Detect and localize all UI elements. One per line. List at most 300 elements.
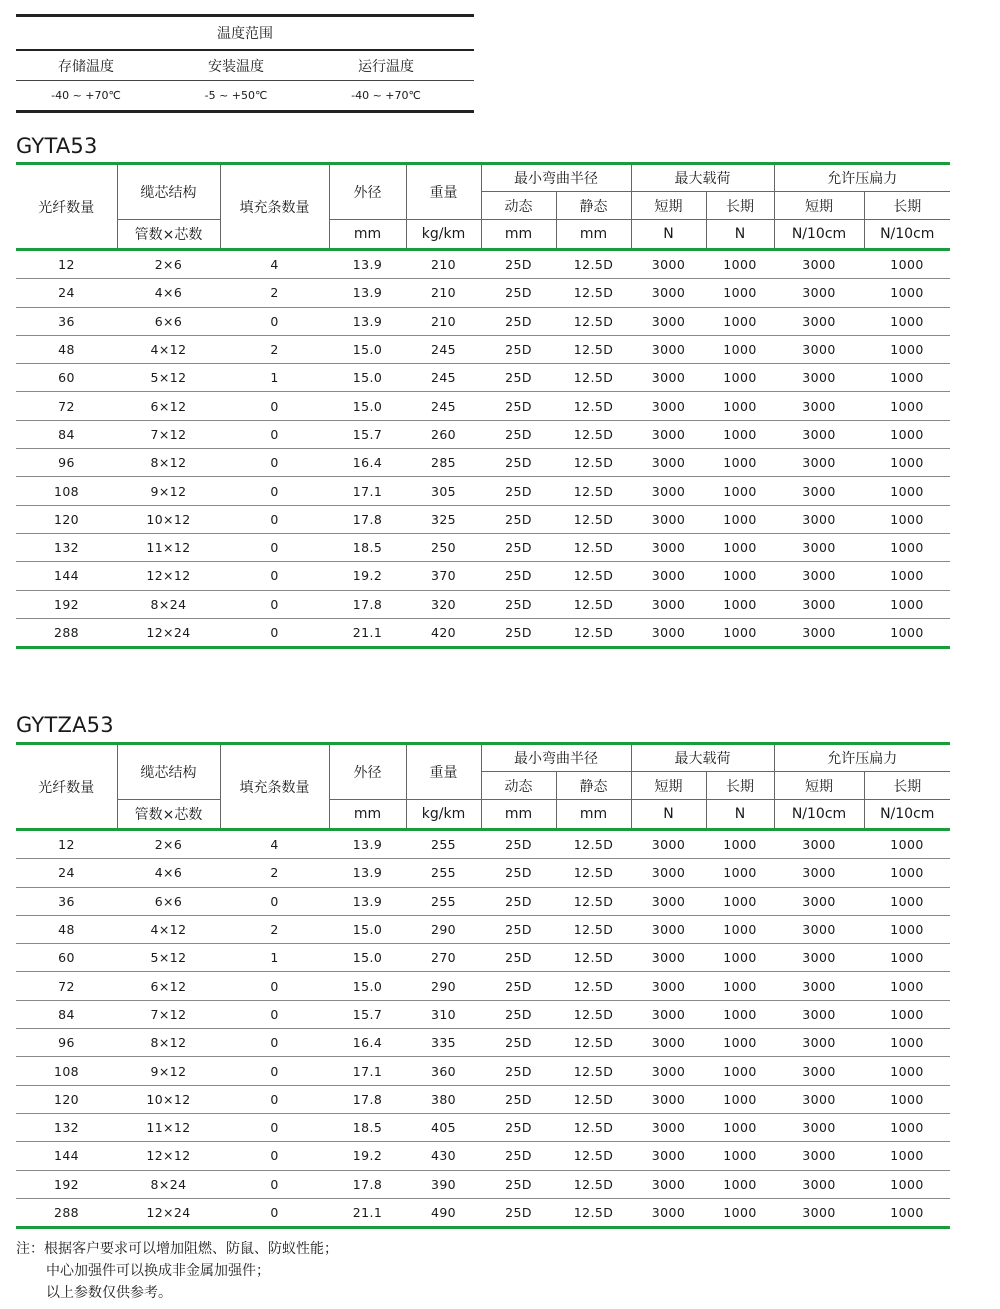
temperature-header-row (16, 49, 474, 80)
table-cell: 0 (220, 618, 329, 647)
table-cell: 1000 (706, 887, 774, 915)
table-cell: 3000 (631, 505, 706, 533)
table-cell: 12.5D (556, 307, 631, 335)
table-cell: 3000 (631, 972, 706, 1000)
table-cell: 36 (16, 887, 117, 915)
table-cell: 3000 (631, 1057, 706, 1085)
table-cell: 15.0 (329, 335, 406, 363)
table-cell: 25D (481, 830, 556, 859)
storage-temp-value: -40 ~ +70℃ (51, 89, 121, 102)
table-cell: 3000 (774, 449, 864, 477)
spec-table-gyta53 (16, 162, 950, 649)
table-cell: 1000 (706, 250, 774, 279)
table-cell: 0 (220, 972, 329, 1000)
table-cell: 360 (406, 1057, 481, 1085)
table-cell: 260 (406, 420, 481, 448)
table-cell: 2 (220, 915, 329, 943)
table-cell: 4×6 (117, 859, 220, 887)
table-cell: 0 (220, 1170, 329, 1198)
weight-header: 重量 (406, 164, 481, 220)
table-cell: 2 (220, 279, 329, 307)
table-cell: 108 (16, 1057, 117, 1085)
table-cell: 24 (16, 279, 117, 307)
operating-temp-header: 运行温度 (358, 58, 414, 75)
table-cell: 96 (16, 449, 117, 477)
table-cell: 12.5D (556, 477, 631, 505)
table-cell: 48 (16, 915, 117, 943)
table-cell: 1000 (706, 477, 774, 505)
table-cell: 3000 (774, 830, 864, 859)
table-cell: 255 (406, 830, 481, 859)
table-cell: 3000 (774, 944, 864, 972)
table-cell: 120 (16, 1085, 117, 1113)
dynamic-header: 动态 (481, 772, 556, 800)
table-cell: 12.5D (556, 533, 631, 561)
table-row (16, 830, 950, 859)
table-cell: 25D (481, 250, 556, 279)
table-cell: 3000 (631, 1142, 706, 1170)
table-cell: 25D (481, 1142, 556, 1170)
table-row (16, 533, 950, 561)
table-cell: 8×12 (117, 449, 220, 477)
table-cell: 4×12 (117, 335, 220, 363)
table-cell: 15.0 (329, 944, 406, 972)
table-row (16, 1000, 950, 1028)
table-cell: 60 (16, 944, 117, 972)
unit-mm: mm (556, 800, 631, 830)
table-cell: 250 (406, 533, 481, 561)
table-cell: 0 (220, 420, 329, 448)
table-cell: 8×24 (117, 1170, 220, 1198)
table-cell: 3000 (774, 250, 864, 279)
table-row (16, 590, 950, 618)
table-row (16, 859, 950, 887)
table-cell: 1000 (706, 1029, 774, 1057)
table-cell: 3000 (774, 477, 864, 505)
table-cell: 1000 (864, 1000, 950, 1028)
table-cell: 13.9 (329, 830, 406, 859)
model-title-gyta53: GYTA53 (16, 134, 98, 158)
table-cell: 1000 (864, 420, 950, 448)
table-cell: 18.5 (329, 1113, 406, 1141)
table-cell: 25D (481, 859, 556, 887)
table-cell: 1000 (706, 420, 774, 448)
table-cell: 1000 (864, 972, 950, 1000)
table-cell: 72 (16, 972, 117, 1000)
crush-header: 允许压扁力 (774, 744, 950, 772)
table-cell: 12.5D (556, 887, 631, 915)
table-cell: 15.0 (329, 364, 406, 392)
table-row (16, 449, 950, 477)
table-cell: 420 (406, 618, 481, 647)
table-cell: 3000 (631, 279, 706, 307)
table-cell: 255 (406, 887, 481, 915)
operating-temp-value: -40 ~ +70℃ (351, 89, 421, 102)
table-cell: 1000 (706, 533, 774, 561)
table-row (16, 1029, 950, 1057)
table-cell: 3000 (774, 1029, 864, 1057)
table-cell: 4 (220, 250, 329, 279)
table-cell: 1000 (706, 618, 774, 647)
table-cell: 1000 (706, 830, 774, 859)
table-cell: 4×6 (117, 279, 220, 307)
table-cell: 12.5D (556, 944, 631, 972)
table-cell: 4 (220, 830, 329, 859)
table-cell: 12.5D (556, 859, 631, 887)
table-cell: 15.0 (329, 915, 406, 943)
table-cell: 0 (220, 1198, 329, 1227)
table-cell: 305 (406, 477, 481, 505)
table-cell: 1000 (706, 392, 774, 420)
table-cell: 25D (481, 618, 556, 647)
unit-mm: mm (329, 220, 406, 250)
table-cell: 144 (16, 562, 117, 590)
bottom-rule (16, 110, 474, 113)
table-cell: 335 (406, 1029, 481, 1057)
table-row (16, 392, 950, 420)
table-cell: 13.9 (329, 887, 406, 915)
table-cell: 1000 (864, 1198, 950, 1227)
table-cell: 1000 (706, 449, 774, 477)
table-row (16, 944, 950, 972)
table-cell: 3000 (774, 307, 864, 335)
max-load-header: 最大载荷 (631, 164, 774, 192)
fiber-count-header: 光纤数量 (16, 744, 117, 830)
table-cell: 1000 (864, 307, 950, 335)
table-cell: 1000 (706, 1198, 774, 1227)
table-cell: 12.5D (556, 1057, 631, 1085)
table-cell: 1000 (706, 364, 774, 392)
table-cell: 5×12 (117, 944, 220, 972)
table-cell: 12.5D (556, 1029, 631, 1057)
table-cell: 12.5D (556, 1000, 631, 1028)
table-cell: 3000 (631, 420, 706, 448)
table-cell: 288 (16, 1198, 117, 1227)
table-cell: 3000 (774, 533, 864, 561)
table-cell: 1 (220, 364, 329, 392)
table-cell: 3000 (631, 449, 706, 477)
table-cell: 0 (220, 505, 329, 533)
table-cell: 17.1 (329, 1057, 406, 1085)
table-cell: 60 (16, 364, 117, 392)
table-cell: 390 (406, 1170, 481, 1198)
table-cell: 1000 (706, 307, 774, 335)
table-cell: 3000 (631, 1198, 706, 1227)
table-cell: 108 (16, 477, 117, 505)
table-row (16, 505, 950, 533)
table-cell: 0 (220, 590, 329, 618)
table-cell: 120 (16, 505, 117, 533)
dynamic-header: 动态 (481, 192, 556, 220)
table-cell: 1000 (864, 859, 950, 887)
table-cell: 17.8 (329, 1085, 406, 1113)
table-cell: 1000 (864, 1029, 950, 1057)
table-cell: 6×12 (117, 392, 220, 420)
core-structure-header: 缆芯结构 (117, 744, 220, 800)
table-cell: 12.5D (556, 1170, 631, 1198)
table-cell: 0 (220, 477, 329, 505)
table-cell: 3000 (631, 1113, 706, 1141)
table-row (16, 364, 950, 392)
table-cell: 1000 (706, 1170, 774, 1198)
table-cell: 0 (220, 1029, 329, 1057)
unit-mm: mm (329, 800, 406, 830)
table-cell: 0 (220, 1085, 329, 1113)
min-bend-radius-header: 最小弯曲半径 (481, 164, 631, 192)
table-cell: 12.5D (556, 1198, 631, 1227)
table-cell: 132 (16, 1113, 117, 1141)
table-cell: 12.5D (556, 972, 631, 1000)
table-cell: 15.0 (329, 392, 406, 420)
table-cell: 3000 (774, 618, 864, 647)
table-cell: 1000 (706, 1113, 774, 1141)
table-cell: 3000 (631, 618, 706, 647)
install-temp-header: 安装温度 (208, 58, 264, 75)
table-cell: 72 (16, 392, 117, 420)
table-cell: 16.4 (329, 449, 406, 477)
table-row (16, 1057, 950, 1085)
table-cell: 245 (406, 335, 481, 363)
table-row (16, 562, 950, 590)
table-cell: 1000 (706, 1000, 774, 1028)
table-cell: 3000 (631, 1170, 706, 1198)
table-cell: 25D (481, 1198, 556, 1227)
table-cell: 17.8 (329, 1170, 406, 1198)
table-cell: 255 (406, 859, 481, 887)
table-cell: 5×12 (117, 364, 220, 392)
table-cell: 2 (220, 335, 329, 363)
table-cell: 0 (220, 887, 329, 915)
table-body (16, 830, 950, 1228)
table-cell: 0 (220, 392, 329, 420)
table-cell: 3000 (631, 307, 706, 335)
table-cell: 25D (481, 477, 556, 505)
table-cell: 25D (481, 1057, 556, 1085)
table-cell: 1000 (706, 562, 774, 590)
note-line: 注：根据客户要求可以增加阻燃、防鼠、防蚁性能； (16, 1241, 338, 1257)
table-cell: 25D (481, 279, 556, 307)
table-cell: 2×6 (117, 250, 220, 279)
table-cell: 25D (481, 420, 556, 448)
table-cell: 3000 (774, 562, 864, 590)
table-cell: 6×6 (117, 887, 220, 915)
table-cell: 12×24 (117, 618, 220, 647)
outer-diameter-header: 外径 (329, 164, 406, 220)
table-cell: 25D (481, 887, 556, 915)
table-row (16, 250, 950, 279)
table-cell: 25D (481, 1029, 556, 1057)
table-cell: 96 (16, 1029, 117, 1057)
table-cell: 0 (220, 1000, 329, 1028)
static-header: 静态 (556, 772, 631, 800)
unit-n10cm: N/10cm (774, 220, 864, 250)
table-cell: 3000 (631, 1000, 706, 1028)
table-cell: 405 (406, 1113, 481, 1141)
table-cell: 3000 (774, 1057, 864, 1085)
table-cell: 12.5D (556, 562, 631, 590)
crush-header: 允许压扁力 (774, 164, 950, 192)
table-cell: 288 (16, 618, 117, 647)
table-cell: 1000 (864, 618, 950, 647)
table-cell: 12×24 (117, 1198, 220, 1227)
crush-short-header: 短期 (774, 772, 864, 800)
table-cell: 12.5D (556, 279, 631, 307)
crush-short-header: 短期 (774, 192, 864, 220)
table-cell: 10×12 (117, 505, 220, 533)
table-cell: 8×24 (117, 590, 220, 618)
table-cell: 270 (406, 944, 481, 972)
table-cell: 12.5D (556, 1142, 631, 1170)
table-row (16, 1113, 950, 1141)
table-cell: 84 (16, 1000, 117, 1028)
table-cell: 3000 (774, 1113, 864, 1141)
table-cell: 12 (16, 250, 117, 279)
table-row (16, 420, 950, 448)
table-cell: 12.5D (556, 505, 631, 533)
table-cell: 25D (481, 364, 556, 392)
table-cell: 144 (16, 1142, 117, 1170)
table-cell: 3000 (631, 944, 706, 972)
table-cell: 16.4 (329, 1029, 406, 1057)
load-short-header: 短期 (631, 772, 706, 800)
table-cell: 2 (220, 859, 329, 887)
table-cell: 1000 (864, 505, 950, 533)
table-cell: 245 (406, 364, 481, 392)
table-cell: 1000 (864, 915, 950, 943)
table-cell: 6×12 (117, 972, 220, 1000)
table-cell: 430 (406, 1142, 481, 1170)
table-cell: 3000 (631, 915, 706, 943)
table-cell: 3000 (774, 279, 864, 307)
table-cell: 11×12 (117, 1113, 220, 1141)
table-cell: 3000 (631, 859, 706, 887)
spec-table-gytza53 (16, 742, 950, 1229)
table-cell: 12.5D (556, 449, 631, 477)
unit-n10cm: N/10cm (864, 220, 950, 250)
table-cell: 4×12 (117, 915, 220, 943)
table-cell: 12.5D (556, 392, 631, 420)
note-line: 以上参数仅供参考。 (46, 1285, 172, 1301)
weight-header: 重量 (406, 744, 481, 800)
table-cell: 3000 (774, 392, 864, 420)
table-cell: 1000 (706, 590, 774, 618)
table-cell: 290 (406, 915, 481, 943)
table-cell: 3000 (774, 972, 864, 1000)
table-row (16, 1085, 950, 1113)
table-cell: 1000 (706, 944, 774, 972)
table-cell: 6×6 (117, 307, 220, 335)
table-cell: 25D (481, 1085, 556, 1113)
table-cell: 12.5D (556, 1085, 631, 1113)
table-row (16, 307, 950, 335)
table-cell: 0 (220, 562, 329, 590)
table-cell: 15.7 (329, 420, 406, 448)
table-cell: 1 (220, 944, 329, 972)
static-header: 静态 (556, 192, 631, 220)
table-cell: 1000 (706, 1057, 774, 1085)
table-cell: 3000 (774, 335, 864, 363)
table-cell: 12.5D (556, 590, 631, 618)
filler-count-header: 填充条数量 (220, 164, 329, 250)
table-cell: 3000 (631, 392, 706, 420)
table-cell: 3000 (774, 364, 864, 392)
table-cell: 3000 (774, 1198, 864, 1227)
table-cell: 1000 (864, 887, 950, 915)
table-cell: 1000 (706, 1085, 774, 1113)
table-cell: 3000 (774, 887, 864, 915)
table-cell: 3000 (774, 1142, 864, 1170)
table-cell: 8×12 (117, 1029, 220, 1057)
table-cell: 310 (406, 1000, 481, 1028)
table-cell: 1000 (864, 1057, 950, 1085)
crush-long-header: 长期 (864, 772, 950, 800)
table-cell: 1000 (864, 392, 950, 420)
table-row (16, 618, 950, 647)
table-cell: 3000 (774, 420, 864, 448)
table-cell: 1000 (864, 364, 950, 392)
max-load-header: 最大载荷 (631, 744, 774, 772)
table-cell: 1000 (706, 279, 774, 307)
table-cell: 25D (481, 392, 556, 420)
table-cell: 192 (16, 1170, 117, 1198)
unit-kgkm: kg/km (406, 800, 481, 830)
table-cell: 84 (16, 420, 117, 448)
table-cell: 3000 (631, 364, 706, 392)
table-cell: 12.5D (556, 420, 631, 448)
table-cell: 0 (220, 533, 329, 561)
load-long-header: 长期 (706, 772, 774, 800)
table-cell: 9×12 (117, 477, 220, 505)
temperature-value-row (16, 80, 474, 110)
table-cell: 3000 (774, 590, 864, 618)
table-cell: 10×12 (117, 1085, 220, 1113)
unit-n10cm: N/10cm (774, 800, 864, 830)
table-cell: 17.8 (329, 590, 406, 618)
table-cell: 25D (481, 307, 556, 335)
table-cell: 1000 (864, 449, 950, 477)
table-row (16, 972, 950, 1000)
table-cell: 25D (481, 1000, 556, 1028)
table-cell: 19.2 (329, 562, 406, 590)
table-cell: 3000 (631, 830, 706, 859)
table-cell: 490 (406, 1198, 481, 1227)
table-cell: 48 (16, 335, 117, 363)
table-row (16, 1170, 950, 1198)
table-cell: 25D (481, 590, 556, 618)
table-cell: 0 (220, 307, 329, 335)
table-cell: 245 (406, 392, 481, 420)
table-cell: 1000 (864, 944, 950, 972)
unit-n: N (706, 800, 774, 830)
table-cell: 19.2 (329, 1142, 406, 1170)
table-cell: 3000 (774, 915, 864, 943)
load-long-header: 长期 (706, 192, 774, 220)
unit-mm: mm (481, 800, 556, 830)
model-title-gytza53: GYTZA53 (16, 713, 114, 737)
table-cell: 3000 (774, 1170, 864, 1198)
table-cell: 11×12 (117, 533, 220, 561)
unit-mm: mm (556, 220, 631, 250)
table-cell: 12×12 (117, 1142, 220, 1170)
table-cell: 25D (481, 1113, 556, 1141)
table-cell: 1000 (864, 533, 950, 561)
temperature-title: 温度范围 (217, 26, 273, 42)
table-cell: 17.8 (329, 505, 406, 533)
table-cell: 25D (481, 505, 556, 533)
table-cell: 325 (406, 505, 481, 533)
table-cell: 1000 (864, 279, 950, 307)
table-cell: 1000 (864, 562, 950, 590)
